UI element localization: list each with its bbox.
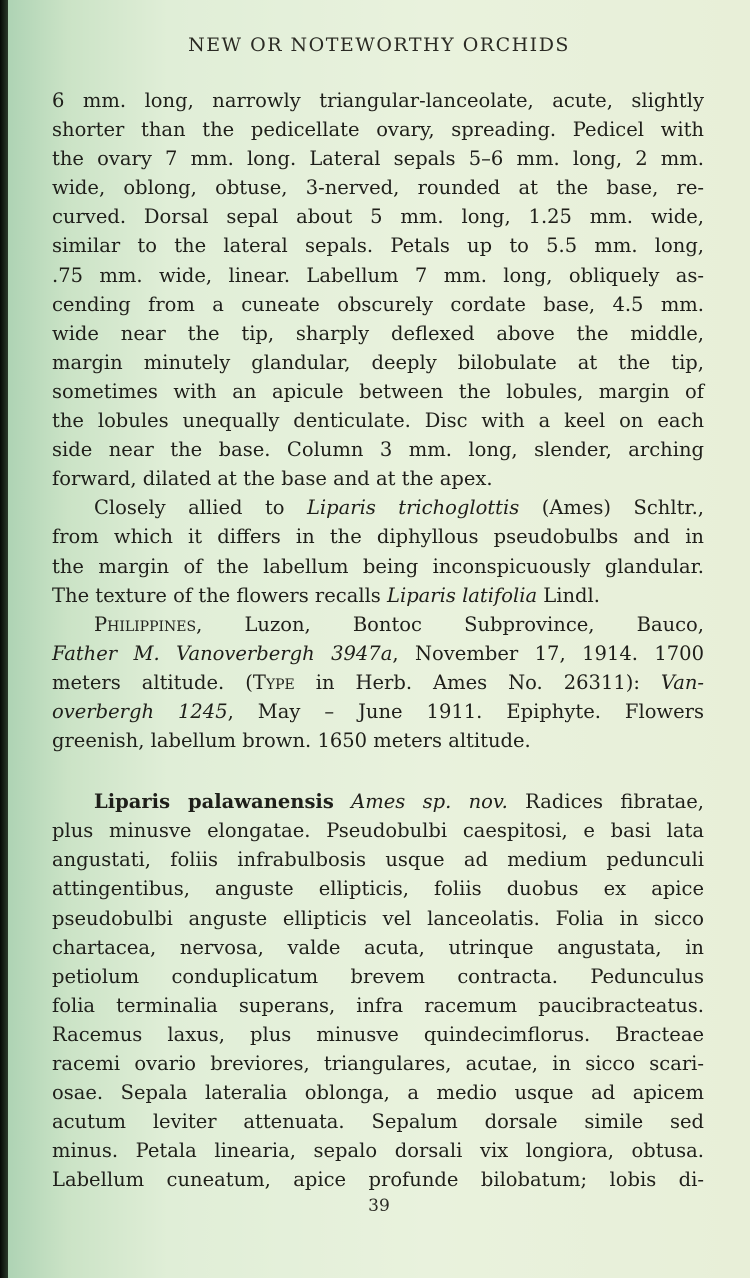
text-line: 6 mm. long, narrowly triangular-lanceolate, acute, slightly	[52, 89, 704, 112]
text-line: shorter than the pedicellate ovary, spreading. Pedicel with	[52, 118, 704, 142]
text-line: Labellum cuneatum, apice profunde bilobatum; lobis di-	[52, 1168, 704, 1192]
text-line	[52, 697, 704, 726]
species-heading: Liparis palawanensis	[94, 790, 334, 814]
text-run: , May – June 1911. Epiphyte. Flowers	[227, 699, 704, 723]
text-line: .75 mm. wide, linear. Labellum 7 mm. long, obliquely as-	[52, 263, 704, 287]
text-run	[334, 790, 351, 813]
collector-citation: Van-	[660, 670, 704, 694]
text-line: similar to the lateral sepals. Petals up to 5.5 mm. long,	[52, 234, 704, 258]
text-run: , Luzon, Bontoc Subprovince, Bauco,	[196, 612, 704, 636]
text-line	[52, 581, 704, 610]
running-head: NEW OR NOTEWORTHY ORCHIDS	[188, 34, 570, 56]
author-citation: Ames sp. nov.	[351, 790, 508, 814]
text-run: Closely allied to	[94, 496, 307, 520]
text-line: angustati, foliis infrabulbosis usque ad medium pedunculi	[52, 848, 704, 872]
text-line: minus. Petala linearia, sepalo dorsali vix longiora, obtusa.	[52, 1139, 704, 1163]
page-number: 39	[368, 1196, 390, 1216]
locality-country: Philippines	[94, 612, 197, 636]
text-line: pseudobulbi anguste ellipticis vel lanceolatis. Folia in sicco	[52, 906, 704, 930]
text-line: the lobules unequally denticulate. Disc with a keel on each	[52, 409, 704, 433]
paragraph-specimens	[52, 610, 704, 755]
text-line: cending from a cuneate obscurely cordate base, 4.5 mm.	[52, 292, 704, 316]
book-gutter-shadow	[0, 0, 8, 1278]
text-line	[52, 639, 704, 668]
text-run: in Herb. Ames No. 26311):	[294, 670, 661, 694]
text-line: from which it differs in the diphyllous pseudobulbs and in	[52, 525, 704, 549]
species-name: Liparis latifolia	[387, 583, 538, 607]
type-label: Type	[252, 670, 295, 694]
text-run: The texture of the flowers recalls	[52, 583, 388, 607]
text-line: folia terminalia superans, infra racemum paucibracteatus.	[52, 993, 704, 1017]
text-line: the margin of the labellum being inconspicuously glandular.	[52, 554, 704, 578]
text-run: , November 17, 1914. 1700	[392, 641, 704, 665]
text-run: (Ames) Schltr.,	[519, 496, 704, 520]
collector-citation: Father M. Vanoverbergh 3947a	[52, 641, 393, 665]
text-line: attingentibus, anguste ellipticis, foliis duobus ex apice	[52, 877, 704, 901]
paragraph-affinity	[52, 493, 704, 609]
text-run: Lindl.	[537, 583, 600, 607]
paragraph-new-species	[52, 787, 704, 1194]
collector-citation: overbergh 1245	[52, 699, 228, 723]
text-line: wide, oblong, obtuse, 3-nerved, rounded at the base, re-	[52, 176, 704, 200]
text-line: sometimes with an apicule between the lobules, margin of	[52, 379, 704, 403]
text-line: margin minutely glandular, deeply bilobulate at the tip,	[52, 350, 704, 374]
text-line: Racemus laxus, plus minusve quindecimflorus. Bracteae	[52, 1022, 704, 1046]
paragraph-description	[52, 86, 704, 493]
text-line: acutum leviter attenuata. Sepalum dorsale simile sed	[52, 1110, 704, 1134]
text-line: side near the base. Column 3 mm. long, slender, arching	[52, 438, 704, 462]
text-line: chartacea, nervosa, valde acuta, utrinque angustata, in	[52, 935, 704, 959]
text-line: the ovary 7 mm. long. Lateral sepals 5–6 mm. long, 2 mm.	[52, 147, 704, 171]
species-name: Liparis trichoglottis	[306, 496, 520, 520]
text-line: petiolum conduplicatum brevem contracta. Pedunculus	[52, 964, 704, 988]
text-line	[52, 610, 704, 639]
paragraph-spacer	[52, 755, 704, 787]
text-line: greenish, labellum brown. 1650 meters altitude.	[52, 729, 531, 753]
text-line	[52, 787, 704, 816]
text-run: meters altitude. (	[52, 670, 253, 694]
text-line: racemi ovario breviores, triangulares, acutae, in sicco scari-	[52, 1052, 704, 1075]
text-line: osae. Sepala lateralia oblonga, a medio usque ad apicem	[52, 1081, 704, 1105]
text-line: curved. Dorsal sepal about 5 mm. long, 1.25 mm. wide,	[52, 205, 704, 229]
text-line: forward, dilated at the base and at the apex.	[52, 467, 493, 491]
text-line: plus minusve elongatae. Pseudobulbi caespitosi, e basi lata	[52, 819, 704, 843]
text-run: Radices fibratae,	[507, 790, 705, 814]
text-block	[52, 86, 704, 1194]
text-line	[52, 493, 704, 522]
text-line: wide near the tip, sharply deflexed above the middle,	[52, 321, 704, 345]
book-page	[8, 0, 750, 1278]
text-line	[52, 668, 704, 697]
